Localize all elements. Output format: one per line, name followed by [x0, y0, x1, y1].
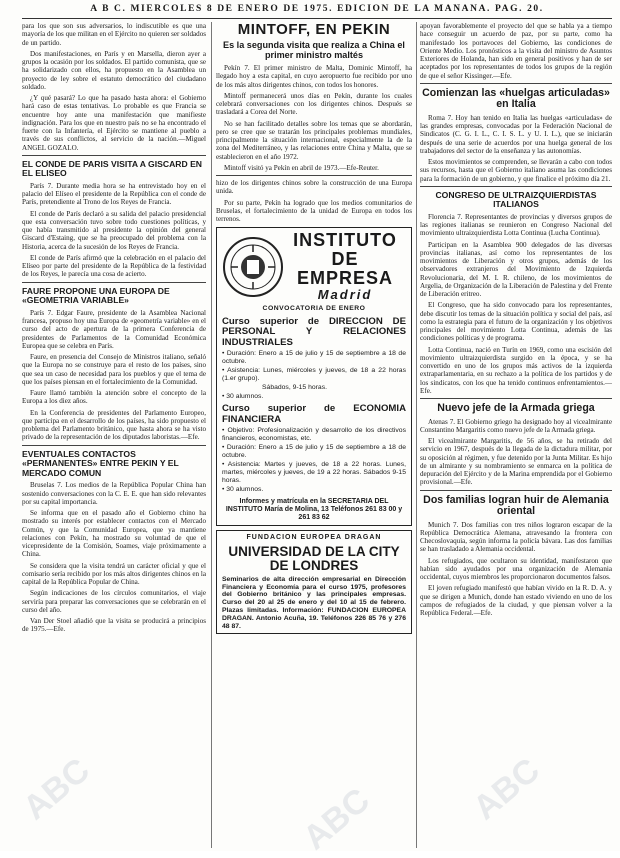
article-paragraph: Van Der Stoel añadió que la visita se producirá a principios de 1975.—Efe. [22, 617, 206, 634]
article-paragraph: No se han facilitado detalles sobre los temas que se abordarán, pero se cree que se tratarán los principales problemas mundiales, principalmente la situación internacional, especialmente la de la zona del Mediterráneo, y las relaciones entre China y Malta, que se establecieron en el año 1972. [216, 119, 412, 161]
separator [22, 282, 206, 283]
ad-course-detail: • Duración: Enero a 15 de julio y 15 de septiembre a 18 de octubre. [222, 350, 406, 366]
ad-course-detail: • Asistencia: Lunes, miércoles y jueves, de 18 a 22 horas (1.er grupo). [222, 367, 406, 383]
ad-course-detail: • 30 alumnos. [222, 393, 264, 401]
headline-ultraizquierdistas: CONGRESO DE ULTRAIZQUIERDISTAS ITALIANOS [435, 189, 597, 210]
separator [420, 398, 612, 399]
subheadline-mintoff: Es la segunda visita que realiza a China el primer ministro maltés [223, 40, 405, 60]
article-paragraph: Atenas 7. El Gobierno griego ha designado hoy al vicealmirante Constantino Margaritis como nuevo jefe de la Armada griega. [420, 417, 612, 434]
separator [22, 155, 206, 156]
watermark-logo: ABC [466, 750, 547, 828]
watermark-logo: ABC [296, 780, 377, 858]
separator [420, 490, 612, 491]
headline-pekin-mercado-comun: EVENTUALES CONTACTOS «PERMANENTES» ENTRE PEKIN Y EL MERCADO COMUN [22, 448, 179, 478]
ad-contact-info: Informes y matrícula en la SECRETARIA DEL INSTITUTO María de Molina, 13 Teléfonos 261 83 00 y 261 83 62 [225, 498, 403, 522]
column-divider [211, 22, 212, 848]
ad-course-economia: Curso superior de ECONOMIA FINANCIERA [222, 403, 406, 425]
ad-title-empresa: EMPRESA [296, 268, 393, 289]
headline-mintoff: MINTOFF, EN PEKIN [237, 22, 391, 38]
ad-course-detail: • Asistencia: Martes y jueves, de 18 a 22 horas. Lunes, martes, miércoles y jueves, de 19 a 22 horas. Sábados 9-15 horas. [222, 461, 406, 485]
separator [420, 186, 612, 187]
watermark-logo: ABC [16, 750, 97, 828]
article-paragraph: Mintoff permanecerá unos días en Pekín, durante los cuales celebrará conversaciones con los dirigentes chinos. Después se trasladará a Corea del Norte. [216, 91, 412, 117]
ad-title-de: DE [331, 249, 359, 270]
headline-conde-paris: EL CONDE DE PARIS VISITA A GISCARD EN EL ELISEO [22, 158, 203, 179]
separator [22, 445, 206, 446]
article-paragraph: hizo de los dirigentes chinos sobre la construcción de una Europa unida. [216, 179, 412, 196]
column-middle [216, 22, 412, 848]
separator [216, 175, 412, 176]
column-left [22, 22, 206, 848]
advertisement-dragan [216, 530, 412, 634]
ad2-body: Seminarios de alta dirección empresarial en Dirección Financiera y Economía para el curso 1975, profesores del Gobierno británico y las principales empresas. Curso del 20 al 25 de enero y del 10 al 15 de febrero. Plazas limitadas. Información: FUNDACION EUROPEA DRAGAN. Antonio Acuña, 19. Teléfonos 226 85 76 y 276 48 87. [222, 575, 406, 630]
ad-convocatoria: CONVOCATORIA DE ENERO [262, 305, 366, 313]
ad2-header: FUNDACION EUROPEA DRAGAN [246, 534, 382, 542]
article-paragraph: Según indicaciones de los círculos comunitarios, el viaje serviría para preparar las conversaciones que se celebrarán en el curso del año. [22, 589, 206, 614]
headline-huelgas-italia: Comienzan las «huelgas articuladas» en Italia [422, 86, 610, 111]
ad-course-detail: • Objetivo: Profesionalización y desarrollo de los directivos financieros, economistas, etc. [222, 427, 406, 443]
ad-city: Madrid [317, 287, 373, 303]
article-paragraph: ¿Y qué pasará? Lo que ha pasado hasta ahora: el Gobierno hará caso de estas tentativas. Lo probable es que Francia se encuentre hoy ante una manifestación que manifieste indignación. Para los que en nuestro país no se ha encontrado el fuerte con la Infantería, el Ejército se mantiene al pueblo a través de sus conflictos, al servicio de la nación.—Miguel ANGEL GOZALO. [22, 94, 206, 152]
article-paragraph: Mintoff visitó ya Pekín en abril de 1973.—Efe-Reuter. [224, 163, 379, 172]
headline-armada-griega: Nuevo jefe de la Armada griega [437, 402, 595, 415]
column-right [420, 22, 612, 848]
article-paragraph: Roma 7. Hoy han tenido en Italia las huelgas «articuladas» de las grandes empresas, convocadas por la Federación Nacional de Sindicatos (C. G. I. L., C. I. S. L. y U. I. L.), que se iniciarán después de una serie de acuerdos por una huelga general de los trabajadores del sector de la enseñanza y las autonomías. [420, 113, 612, 155]
article-paragraph: Dos manifestaciones, en París y en Marsella, dieron ayer a grupos la ocasión por los soldados. El partido comunista, que se ha solidarizado con ellos, ha propuesto en la Asamblea un proyecto de ley sobre el estatuto democrático del ciudadano soldado. [22, 49, 206, 91]
ad-course-detail: Sábados, 9-15 horas. [262, 384, 327, 392]
article-paragraph: Munich 7. Dos familias con tres niños lograron escapar de la República Democrática Alemana, atravesando la frontera con Checoslovaquia, según informa la policía bávara. Las dos familias se han trasladado a Alemania occidental. [420, 520, 612, 554]
article-paragraph: apoyan favorablemente el proyecto del que se habla ya a tiempo hace conseguir un acuerdo de paz, por su parte, como ha manifestado los portavoces del Gobierno, las condiciones de Oriente Medio. Los pronósticos a la visita del ministro de Asuntos Exteriores de Holanda, han sido en general positivos y han de ser aceptados por los representantes de todos los grupos de la región de que el señor Kissinger.—Efe. [420, 22, 612, 80]
ad-course-detail: • Duración: Enero a 15 de julio y 15 de septiembre a 18 de octubre. [222, 444, 406, 460]
article-paragraph: En la Conferencia de presidentes del Parlamento Europeo, que participa en el desarrollo de los países, ha sido propuesto el problema del Parlamento británico, que hasta ahora se ha visto privado de la representación de los diputados laboristas.—Efe. [22, 408, 206, 442]
article-paragraph: Pekín 7. El primer ministro de Malta, Dominic Mintoff, ha llegado hoy a esta capital, en cuyo aeropuerto fue recibido por uno de los más altos dirigentes chinos, con todos los honores. [216, 64, 412, 89]
article-paragraph: Estos movimientos se comprenden, se llevarán a cabo con todos sus recursos, hasta que el Gobierno italiano asuma las condiciones para la formación de un gobierno, y que finalice el próximo día 21. [420, 158, 612, 183]
ad-title-instituto: INSTITUTO [293, 230, 397, 251]
article-paragraph: Lotta Continua, nació en Turín en 1969, como una escisión del movimiento ultraizquierdista surgido en la época, y se ha convertido en uno de los grupos más activos de la izquierda extraparlamentaria, en su rechazo a la política de los partidos y de los sindicatos, con los que ha tenido continuos enfrentamientos.—Efe. [420, 345, 612, 395]
ad2-title: UNIVERSIDAD DE LA CITY DE LONDRES [228, 543, 400, 574]
article-paragraph: Participan en la Asamblea 900 delegados de las diversas provincias italianas, así como los representantes de los movimientos de Liberación y otros grupos, además de los observadores extranjeros del Movimiento de Izquierda Revolucionaria, del M. I. R. chileno, de los movimientos de Argelia, de Organización de la Liberación de Palestina y del Frente de Liberación eritreo. [420, 240, 612, 299]
article-paragraph: Faure, en presencia del Consejo de Ministros italiano, señaló que la Europa no se construye para el resto de los países, sino que sea un caso de necesidad para los pueblos y que el tema de que los países piensan en el fortalecimiento de la Comunidad. [22, 353, 206, 386]
article-paragraph: París 7. Durante media hora se ha entrevistado hoy en el palacio del Elíseo el presidente de la República con el conde de París, pretendiente al Trono de los Reyes de Francia. [22, 181, 206, 207]
article-paragraph: Los refugiados, que ocultaron su identidad, manifestaron que habían sido ayudados por una organización de Alemania occidental, cuyos miembros les proporcionaron documentos falsos. [420, 556, 612, 582]
article-paragraph: Bruselas 7. Los medios de la República Popular China han sostenido conversaciones con la C. E. E. que han sido relevantes por su capital importancia. [22, 481, 206, 506]
article-paragraph: El joven refugiado manifestó que habían vivido en la R. D. A. y que se dirigen a Munich, donde han estado viviendo en uno de los campos de refugiados de la ciudad, y que piensan volver a la República Federal.—Efe. [420, 584, 612, 618]
article-paragraph: Por su parte, Pekín ha logrado que los medios comunitarios de Bruselas, el fortalecimiento de la unidad de Europa en todos los terrenos. [216, 198, 412, 223]
article-paragraph: para los que son sus adversarios, lo indiscutible es que una mayoría de los que militan en el Ejército no quieren ser soldados de un partido. [22, 22, 206, 47]
institute-seal-icon [222, 236, 284, 298]
ad-course-personal: Curso superior de DIRECCION DE PERSONAL Y RELACIONES INDUSTRIALES [222, 315, 406, 348]
article-paragraph: El conde de París declaró a su salida del palacio presidencial que esta conversación tuvo sobre todo cuestiones políticas, y que había transmitido al presidente la opinión del general Giscard d'Estaing, que se ha preocupado del problema con la Historia, acerca de la sucesión de los Reyes de Francia. [22, 209, 206, 251]
advertisement-instituto-empresa [216, 227, 412, 526]
headline-familias-alemania: Dos familias logran huir de Alemania oriental [423, 493, 609, 518]
article-paragraph: El conde de París afirmó que la celebración en el palacio del Elíseo por parte del presidente de la República de la festividad de los Reyes, le parecía una cosa de acierto. [22, 253, 206, 279]
article-paragraph: El Congreso, que ha sido convocado para los representantes, debe discutir los temas de la situación política y social del país, así como la estrategia para el futuro de la organización y los objetivos principales del movimiento Lotta Continua, además de las condiciones políticas y de programa. [420, 301, 612, 343]
article-paragraph: París 7. Edgar Faure, presidente de la Asamblea Nacional francesa, propuso hoy una Europa de «geometría variable» en el curso del acto de apertura de la primera Conferencia de presidentes de Parlamentos de la Comunidad Económica Europea que se celebra en París. [22, 308, 206, 350]
running-header: A B C. MIERCOLES 8 DE ENERO DE 1975. EDICION DE LA MAÑANA. PAG. 20. [22, 4, 612, 19]
article-paragraph: Faure llamó también la atención sobre el concepto de la Europa a los diez años. [22, 389, 206, 406]
article-paragraph: Se informa que en el pasado año el Gobierno chino ha mostrado su interés por establecer contactos con el Mercado Común, y que la Comunidad Europea, que ya mantiene relaciones con Pekín, ha mostrado su voluntad de que el vicepresidente de la Comisión, Soames, viaje próximamente a China. [22, 509, 206, 559]
ad-course-detail: • 30 alumnos. [222, 486, 264, 494]
separator [420, 83, 612, 84]
article-paragraph: Florencia 7. Representantes de provincias y diversos grupos de las regiones italianas se reunieron en Congreso Nacional del movimiento ultraizquierdista Lotta Continua (Lucha Continua). [420, 212, 612, 238]
article-paragraph: Se considera que la visita tendrá un carácter oficial y que el comisario sería recibido por los más altos dirigentes chinos en la capital de la República Popular de China. [22, 561, 206, 587]
headline-faure: FAURE PROPONE UNA EUROPA DE «GEOMETRIA VARIABLE» [22, 285, 170, 306]
article-paragraph: El vicealmirante Margaritis, de 56 años, se ha retirado del servicio en 1967, después de la llegada de la dictadura militar, por su oposición al régimen, y fue detenido por la Junta Militar. Es hijo de un almirante y su nombramiento se enmarca en la política de depuración del Ejército y de la Marina emprendida por el Gobierno provisional.—Efe. [420, 437, 612, 487]
column-divider [416, 22, 417, 848]
